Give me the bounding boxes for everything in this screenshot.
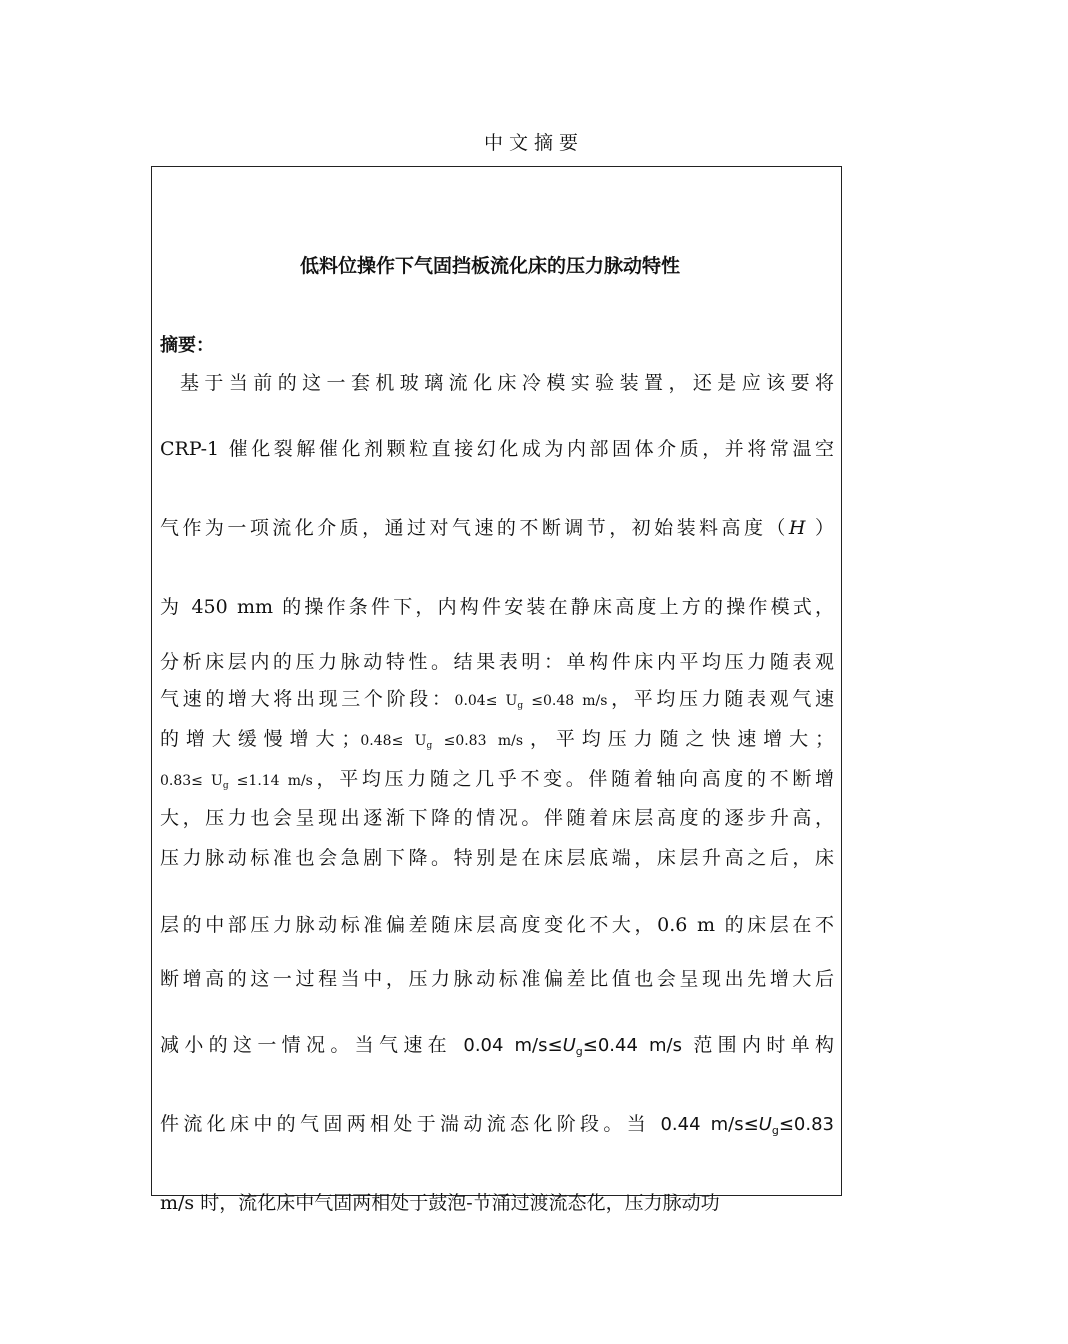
abstract-line: 基于当前的这一套机玻璃流化床冷模实验装置，还是应该要将: [180, 372, 834, 394]
abstract-line: 分析床层内的压力脉动特性。结果表明：单构件床内平均压力随表观: [160, 651, 834, 673]
abstract-line: m/s 时，流化床中气固两相处于鼓泡-节涌过渡流态化，压力脉动功: [160, 1192, 720, 1214]
abstract-line: 大，压力也会呈现出逐渐下降的情况。伴随着床层高度的逐步升高，: [160, 807, 834, 829]
abstract-line: 断增高的这一过程当中，压力脉动标准偏差比值也会呈现出先增大后: [160, 968, 834, 990]
abstract-line: CRP-1 催化裂解催化剂颗粒直接幻化成为内部固体介质，并将常温空: [160, 438, 834, 460]
abstract-line: 件流化床中的气固两相处于湍动流态化阶段。当 0.44 $m/s\le U_g\le 0.83$: [160, 1113, 835, 1137]
abstract-label: 摘要：: [160, 335, 214, 356]
page-header: 中文摘要: [483, 132, 584, 154]
abstract-line: 为 450 mm 的操作条件下，内构件安装在静床高度上方的操作模式，: [160, 596, 834, 618]
abstract-line: 的增大缓慢增大；$0.48\le U_g \le 0.83$ m/s，平均压力随之快速增大；: [160, 728, 834, 751]
abstract-line: 气作为一项流化介质，通过对气速的不断调节，初始装料高度（H ）: [160, 517, 834, 539]
paper-title: 低料位操作下气固挡板流化床的压力脉动特性: [300, 255, 681, 277]
abstract-line: $0.83\le U_g \le 1.14$ m/s，平均压力随之几乎不变。伴随着轴向高度的不断增: [160, 768, 834, 791]
abstract-box: [151, 166, 842, 1214]
abstract-line: 层的中部压力脉动标准偏差随床层高度变化不大，0.6 m 的床层在不: [160, 914, 834, 936]
abstract-line: 气速的增大将出现三个阶段：$0.04\le U_g \le 0.48$ m/s，平均压力随表观气速: [160, 688, 834, 711]
abstract-line: 减小的这一情况。当气速在 0.04 $m/s\le U_g\le 0.44$ m/s 范围内时单构: [160, 1034, 834, 1058]
abstract-line: 压力脉动标准也会急剧下降。特别是在床层底端，床层升高之后，床: [160, 847, 834, 869]
